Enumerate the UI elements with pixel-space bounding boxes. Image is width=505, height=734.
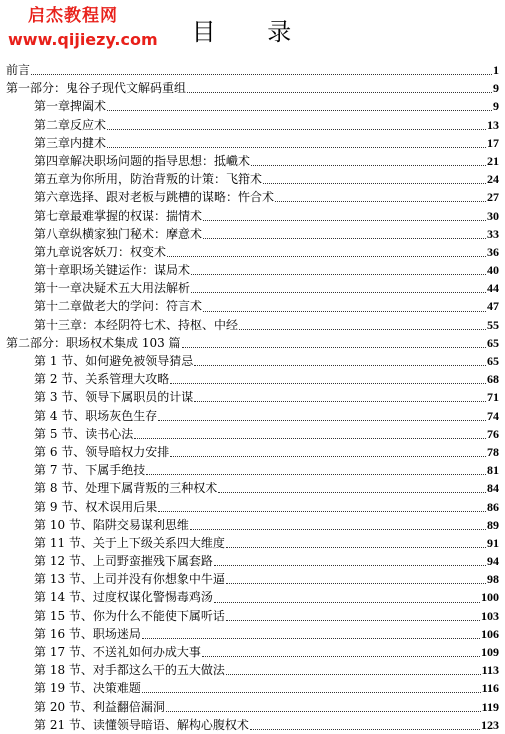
toc-chapter-entry[interactable] — [0, 679, 505, 697]
toc-entry-page-number: 71 — [487, 390, 499, 405]
toc-chapter-entry[interactable] — [0, 316, 505, 334]
dot-leader — [203, 310, 486, 312]
dot-leader — [142, 637, 480, 639]
dot-leader — [226, 582, 486, 584]
toc-chapter-entry[interactable] — [0, 516, 505, 534]
toc-chapter-entry[interactable] — [0, 498, 505, 516]
dot-leader — [226, 546, 486, 548]
toc-entry-label: 第四章解决职场问题的指导思想：抵巇术 — [34, 153, 251, 168]
toc-chapter-entry[interactable] — [0, 625, 505, 643]
toc-entry-label: 第十三章：本经阴符七术、持枢、中经 — [34, 317, 239, 332]
dot-leader — [214, 564, 486, 566]
dot-leader — [170, 455, 486, 457]
toc-chapter-entry[interactable] — [0, 243, 505, 261]
dot-leader — [226, 673, 481, 675]
toc-chapter-entry[interactable] — [0, 370, 505, 388]
toc-entry-page-number: 119 — [481, 699, 499, 714]
toc-chapter-entry[interactable] — [0, 116, 505, 134]
toc-entry-page-number: 44 — [487, 281, 499, 296]
toc-entry-label: 第十章职场关键运作：谋局术 — [34, 263, 191, 278]
toc-entry-page-number: 30 — [487, 208, 499, 223]
toc-entry-label: 第六章选择、跟对老板与跳槽的谋略：忤合术 — [34, 190, 275, 205]
toc-chapter-entry[interactable] — [0, 698, 505, 716]
dot-leader — [194, 364, 486, 366]
toc-chapter-entry[interactable] — [0, 297, 505, 315]
toc-chapter-entry[interactable] — [0, 643, 505, 661]
toc-chapter-entry[interactable] — [0, 352, 505, 370]
toc-entry-label: 第九章说客妖刀：权变术 — [34, 244, 167, 259]
toc-entry-label: 第 7 节、下属手绝技 — [34, 463, 146, 478]
dot-leader — [218, 491, 486, 493]
toc-chapter-entry[interactable] — [0, 479, 505, 497]
toc-entry-label: 第 11 节、关于上下级关系四大维度 — [34, 535, 225, 550]
toc-entry-page-number: 81 — [487, 463, 499, 478]
dot-leader — [203, 219, 486, 221]
toc-entry-label: 第 9 节、权术误用后果 — [34, 499, 158, 514]
dot-leader — [251, 164, 486, 166]
toc-entry-label: 第一部分：鬼谷子现代文解码重组 — [6, 81, 187, 96]
toc-entry-label: 第 21 节、读懂领导暗语、解构心腹权术 — [34, 717, 249, 732]
toc-chapter-entry[interactable] — [0, 279, 505, 297]
dot-leader — [134, 437, 486, 439]
toc-entry-label: 第 19 节、决策难题 — [34, 681, 141, 696]
toc-chapter-entry[interactable] — [0, 152, 505, 170]
toc-chapter-entry[interactable] — [0, 425, 505, 443]
toc-chapter-entry[interactable] — [0, 261, 505, 279]
dot-leader — [239, 328, 486, 330]
toc-entry-page-number: 91 — [487, 535, 499, 550]
watermark-site-name: 启杰教程网 — [28, 6, 118, 26]
dot-leader — [107, 128, 486, 130]
toc-chapter-entry[interactable] — [0, 661, 505, 679]
toc-chapter-entry[interactable] — [0, 552, 505, 570]
toc-chapter-entry[interactable] — [0, 407, 505, 425]
toc-entry-page-number: 9 — [493, 99, 499, 114]
toc-chapter-entry[interactable] — [0, 225, 505, 243]
dot-leader — [182, 346, 486, 348]
dot-leader — [166, 710, 481, 712]
dot-leader — [214, 601, 480, 603]
watermark-url: www.qijiezy.com — [8, 30, 158, 49]
dot-leader — [275, 200, 486, 202]
dot-leader — [203, 237, 486, 239]
toc-chapter-entry[interactable] — [0, 188, 505, 206]
toc-part-entry[interactable] — [0, 334, 505, 352]
toc-entry-label: 第一章捭阖术 — [34, 99, 107, 114]
dot-leader — [194, 400, 486, 402]
dot-leader — [191, 273, 486, 275]
dot-leader — [263, 182, 486, 184]
toc-entry-page-number: 17 — [487, 135, 499, 150]
toc-entry-label: 第三章内揵术 — [34, 135, 107, 150]
toc-entry-page-number: 21 — [487, 153, 499, 168]
toc-entry-label: 第 8 节、处理下属背叛的三种权术 — [34, 481, 218, 496]
toc-entry-page-number: 68 — [487, 372, 499, 387]
toc-chapter-entry[interactable] — [0, 716, 505, 734]
toc-entry-page-number: 65 — [487, 354, 499, 368]
toc-entry-page-number: 33 — [487, 226, 499, 241]
toc-chapter-entry[interactable] — [0, 570, 505, 588]
toc-entry-label: 第 20 节、利益翻倍漏洞 — [34, 699, 165, 714]
toc-entry-page-number: 116 — [481, 681, 499, 696]
toc-chapter-entry[interactable] — [0, 588, 505, 606]
dot-leader — [170, 382, 486, 384]
toc-entry-label: 第 15 节、你为什么不能使下属听话 — [34, 608, 225, 623]
dot-leader — [158, 419, 486, 421]
table-of-contents — [0, 61, 505, 734]
toc-chapter-entry[interactable] — [0, 443, 505, 461]
toc-entry-page-number: 74 — [487, 408, 499, 423]
toc-entry-label: 第七章最难掌握的权谋：揣情术 — [34, 208, 203, 223]
toc-entry-page-number: 86 — [487, 499, 499, 514]
toc-entry-label: 第二部分：职场权术集成 103 篇 — [6, 335, 181, 350]
dot-leader — [202, 655, 480, 657]
toc-entry-label: 第 6 节、领导暗权力安排 — [34, 444, 170, 459]
toc-entry-page-number: 40 — [487, 263, 499, 278]
dot-leader — [190, 528, 486, 530]
toc-part-entry[interactable] — [0, 79, 505, 97]
toc-entry-label: 前言 — [6, 63, 31, 77]
toc-chapter-entry[interactable] — [0, 461, 505, 479]
dot-leader — [158, 510, 486, 512]
toc-entry-page-number: 123 — [481, 717, 499, 732]
toc-entry-page-number: 84 — [487, 481, 499, 496]
toc-entry-label: 第 14 节、过度权谋化警惕毒鸡汤 — [34, 590, 213, 605]
toc-chapter-entry[interactable] — [0, 134, 505, 152]
toc-entry-page-number: 98 — [487, 572, 499, 587]
dot-leader — [31, 73, 492, 75]
dot-leader — [167, 255, 486, 257]
toc-part-entry[interactable] — [0, 61, 505, 79]
toc-entry-page-number: 76 — [487, 426, 499, 441]
toc-entry-label: 第 10 节、陷阱交易谋利思维 — [34, 517, 189, 532]
toc-entry-page-number: 36 — [487, 244, 499, 259]
toc-entry-page-number: 13 — [487, 117, 499, 132]
toc-entry-page-number: 55 — [487, 317, 499, 332]
page-title: 目 录 — [191, 18, 314, 46]
toc-entry-label: 第 2 节、关系管理大攻略 — [34, 372, 170, 387]
toc-entry-page-number: 106 — [481, 626, 499, 641]
toc-entry-label: 第 4 节、职场灰色生存 — [34, 408, 158, 423]
toc-entry-label: 第二章反应术 — [34, 117, 107, 132]
toc-entry-label: 第 12 节、上司野蛮摧残下属套路 — [34, 554, 213, 569]
toc-entry-page-number: 24 — [487, 172, 499, 187]
toc-entry-label: 第 5 节、读书心法 — [34, 426, 134, 441]
toc-chapter-entry[interactable] — [0, 607, 505, 625]
toc-entry-label: 第五章为你所用，防治背叛的计策：飞箝术 — [34, 172, 263, 187]
toc-entry-label: 第八章纵横家独门秘术：摩意术 — [34, 226, 203, 241]
dot-leader — [250, 728, 480, 730]
toc-entry-label: 第十二章做老大的学问：符言术 — [34, 299, 203, 314]
toc-entry-page-number: 100 — [481, 590, 499, 605]
dot-leader — [142, 691, 481, 693]
toc-entry-label: 第 16 节、职场迷局 — [34, 626, 141, 641]
toc-entry-page-number: 47 — [487, 299, 499, 314]
dot-leader — [187, 91, 492, 93]
toc-entry-label: 第 17 节、不送礼如何办成大事 — [34, 645, 201, 659]
toc-chapter-entry[interactable] — [0, 207, 505, 225]
toc-chapter-entry[interactable] — [0, 170, 505, 188]
toc-entry-page-number: 1 — [493, 63, 499, 77]
dot-leader — [191, 291, 486, 293]
toc-entry-page-number: 109 — [481, 645, 499, 659]
toc-entry-label: 第 3 节、领导下属职员的计谋 — [34, 390, 194, 405]
toc-entry-label: 第 1 节、如何避免被领导猜忌 — [34, 354, 194, 368]
toc-entry-label: 第 13 节、上司并没有你想象中牛逼 — [34, 572, 225, 587]
toc-entry-page-number: 113 — [481, 663, 499, 678]
toc-chapter-entry[interactable] — [0, 388, 505, 406]
toc-entry-page-number: 27 — [487, 190, 499, 205]
toc-entry-page-number: 94 — [487, 554, 499, 569]
toc-entry-page-number: 89 — [487, 517, 499, 532]
toc-entry-label: 第 18 节、对手都这么干的五大做法 — [34, 663, 225, 678]
toc-entry-page-number: 103 — [481, 608, 499, 623]
toc-entry-page-number: 9 — [493, 81, 499, 96]
dot-leader — [146, 473, 486, 475]
toc-chapter-entry[interactable] — [0, 534, 505, 552]
dot-leader — [107, 146, 486, 148]
toc-chapter-entry[interactable] — [0, 97, 505, 115]
toc-entry-page-number: 65 — [487, 335, 499, 350]
dot-leader — [226, 619, 480, 621]
dot-leader — [107, 109, 492, 111]
toc-entry-page-number: 78 — [487, 444, 499, 459]
toc-entry-label: 第十一章决疑术五大用法解析 — [34, 281, 191, 296]
